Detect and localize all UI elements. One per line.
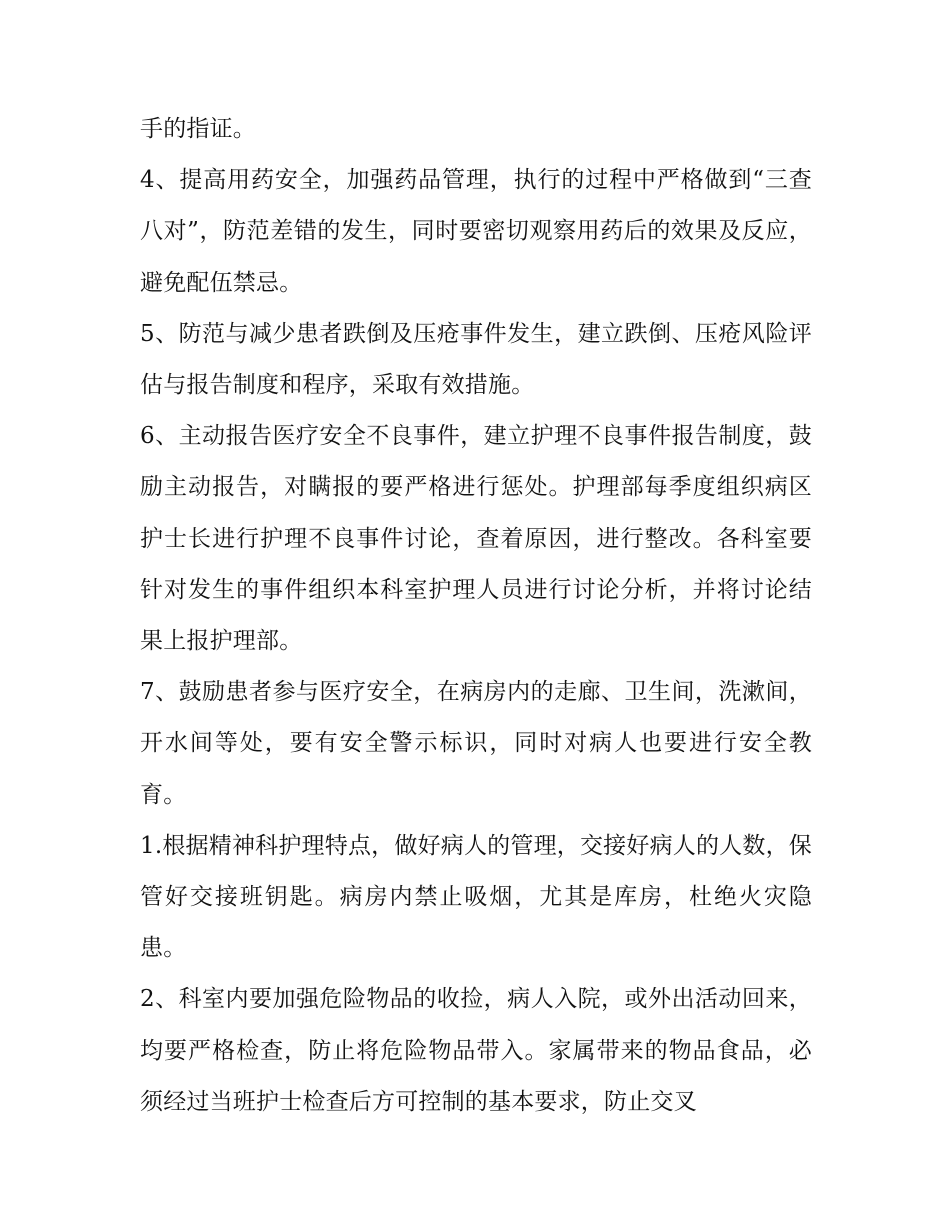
paragraph-item-6: 6、主动报告医疗安全不良事件，建立护理不良事件报告制度，鼓励主动报告，对瞒报的要严格进行惩处。护理部每季度组织病区护士长进行护理不良事件讨论，查着原因，进行整改。各科室要针对发生的事件组织本科室护理人员进行讨论分析，并将讨论结果上报护理部。 [140, 423, 812, 655]
paragraph-continuation: 手的指证。 [140, 116, 256, 142]
paragraph-item-5: 5、防范与减少患者跌倒及压疮事件发生，建立跌倒、压疮风险评估与报告制度和程序，采取有效措施。 [140, 320, 812, 399]
paragraph-item-7: 7、鼓励患者参与医疗安全，在病房内的走廊、卫生间，洗漱间，开水间等处，要有安全警示标识，同时对病人也要进行安全教育。 [140, 679, 812, 808]
paragraph-item-4: 4、提高用药安全，加强药品管理，执行的过程中严格做到“三查八对”，防范差错的发生，同时要密切观察用药后的效果及反应，避免配伍禁忌。 [140, 167, 812, 296]
document-body [140, 104, 812, 1128]
paragraph-item-2: 2、科室内要加强危险物品的收捡，病人入院，或外出活动回来，均要严格检查，防止将危险物品带入。家属带来的物品食品，必须经过当班护士检查后方可控制的基本要求，防止交叉 [140, 986, 812, 1115]
paragraph-item-1: 1.根据精神科护理特点，做好病人的管理，交接好病人的人数，保管好交接班钥匙。病房内禁止吸烟，尤其是库房，杜绝火灾隐患。 [140, 832, 812, 962]
